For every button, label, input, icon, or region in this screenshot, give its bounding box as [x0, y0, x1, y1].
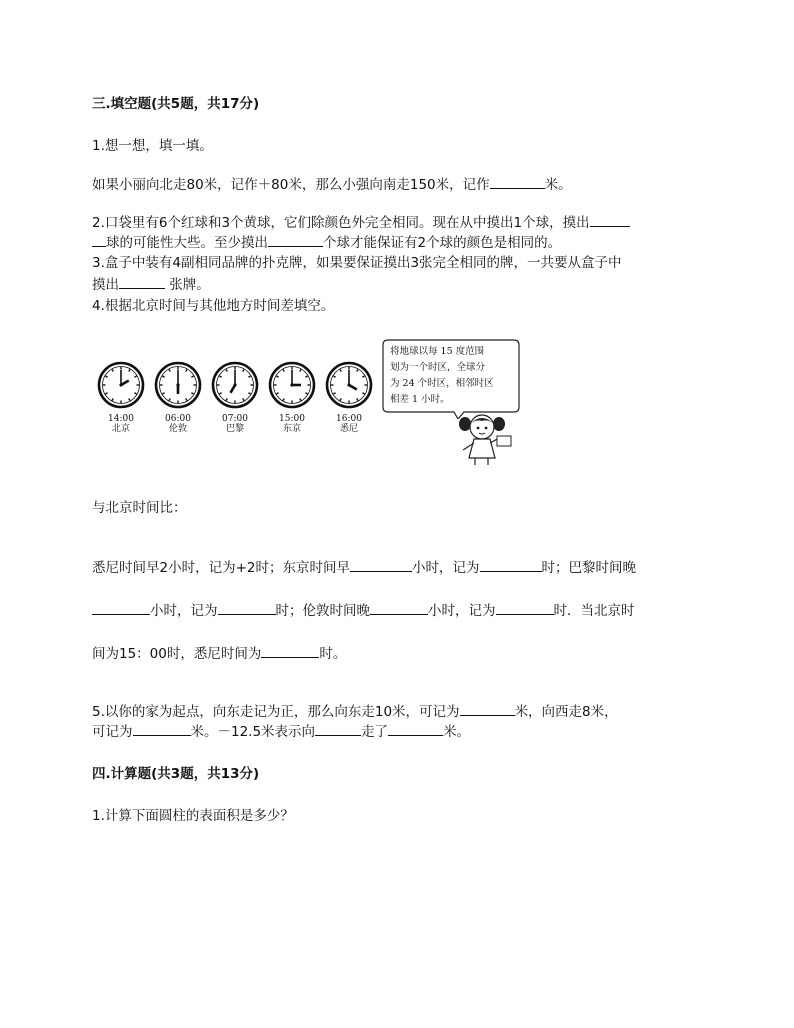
q4-para2 [92, 600, 635, 620]
q2-line2 [92, 232, 561, 252]
q2-line1-a: 2.口袋里有6个红球和3个黄球，它们除颜色外完全相同。现在从中摸出1个球，摸出 [92, 215, 590, 231]
q4-blank [350, 557, 412, 572]
section3-title: 三.填空题(共5题，共17分) [92, 96, 260, 112]
clock-face-icon [210, 360, 260, 410]
q5-line2-a: 可记为 [92, 724, 133, 740]
q4-p2-b: 时；伦敦时间晚 [275, 603, 370, 619]
q4-compare: 与北京时间比： [92, 500, 187, 516]
clock-city-label: 悉尼 [339, 424, 358, 434]
girl-illustration-icon [455, 410, 513, 466]
q5-line2-c: 走了 [361, 724, 389, 740]
q4-p2-c: 小时，记为 [428, 603, 496, 619]
clock-time-label: 07:00 [222, 414, 248, 424]
q5-line2 [92, 721, 470, 741]
bubble-line: 为 24 个时区，相邻时区 [390, 378, 494, 389]
q2-line1 [92, 212, 630, 232]
clock-face-icon [324, 360, 374, 410]
q2-blank1b [92, 232, 106, 247]
q4-para1 [92, 557, 636, 577]
clock-city-label: 巴黎 [225, 424, 244, 434]
bubble-text [390, 344, 512, 408]
q5-line1-b: 米，向西走8米， [514, 704, 618, 720]
clock-face-icon [153, 360, 203, 410]
section4-title: 四.计算题(共3题，共13分) [92, 766, 260, 782]
c1-title: 1.计算下面圆柱的表面积是多少？ [92, 808, 294, 824]
q2-line2-a: 球的可能性大些。至少摸出 [106, 235, 268, 251]
q1-text [92, 174, 572, 194]
q1-blank [490, 174, 545, 189]
q4-blank [92, 600, 150, 615]
q4-para3 [92, 643, 346, 663]
q4-p3-b: 时。 [319, 646, 347, 662]
clock-time-label: 16:00 [336, 414, 362, 424]
clock [210, 360, 260, 434]
q4-p1-a: 悉尼时间早2小时，记为+2时；东京时间早 [92, 560, 350, 576]
clock [153, 360, 203, 434]
clock-time-label: 15:00 [279, 414, 305, 424]
q5-blank [388, 721, 443, 736]
bubble-line: 将地球以每 15 度范围 [390, 346, 485, 357]
q3-blank [119, 274, 165, 289]
q4-blank [370, 600, 428, 615]
clock-face-icon [96, 360, 146, 410]
bubble-line: 相差 1 小时。 [390, 394, 450, 405]
q1-text-b: 米。 [544, 177, 572, 193]
q1-title: 1.想一想，填一填。 [92, 138, 213, 154]
q5-blank [315, 721, 361, 736]
q3-line1: 3.盒子中装有4副相同品牌的扑克牌，如果要保证摸出3张完全相同的牌，一共要从盒子中 [92, 255, 622, 271]
q4-p1-b: 小时，记为 [412, 560, 480, 576]
clock-time-label: 06:00 [165, 414, 191, 424]
q5-line2-b: 米。－12.5米表示向 [190, 724, 316, 740]
q4-p2-d: 时．当北京时 [553, 603, 635, 619]
q4-blank [480, 557, 542, 572]
q3-line2 [92, 274, 210, 294]
clock-face-icon [267, 360, 317, 410]
q5-line1 [92, 701, 618, 721]
clock-time-label: 14:00 [108, 414, 134, 424]
q1-text-a: 如果小丽向北走80米，记作＋80米，那么小强向南走150米，记作 [92, 177, 490, 193]
q4-blank [261, 643, 319, 658]
q5-line2-d: 米。 [443, 724, 471, 740]
clock-city-label: 北京 [111, 424, 130, 434]
q3-line2-b: 张牌。 [165, 277, 210, 293]
q5-blank [460, 701, 515, 716]
q4-title: 4.根据北京时间与其他地方时间差填空。 [92, 298, 335, 314]
clock [267, 360, 317, 434]
q2-blank1a [590, 212, 630, 227]
q5-line1-a: 5.以你的家为起点，向东走记为正，那么向东走10米，可记为 [92, 704, 460, 720]
clock-city-label: 东京 [282, 424, 301, 434]
clock [96, 360, 146, 434]
q4-p2-a: 小时，记为 [150, 603, 218, 619]
q4-p3-a: 间为15：00时，悉尼时间为 [92, 646, 262, 662]
clock-city-label: 伦敦 [168, 424, 187, 434]
q5-blank [133, 721, 191, 736]
bubble-line: 划为一个时区，全球分 [390, 362, 486, 373]
q2-blank2 [268, 232, 323, 247]
clock [324, 360, 374, 434]
q4-blank [496, 600, 554, 615]
q4-blank [218, 600, 276, 615]
q3-line2-a: 摸出 [92, 277, 119, 293]
q2-line2-b: 个球才能保证有2个球的颜色是相同的。 [323, 235, 562, 251]
q4-p1-c: 时；巴黎时间晚 [541, 560, 636, 576]
